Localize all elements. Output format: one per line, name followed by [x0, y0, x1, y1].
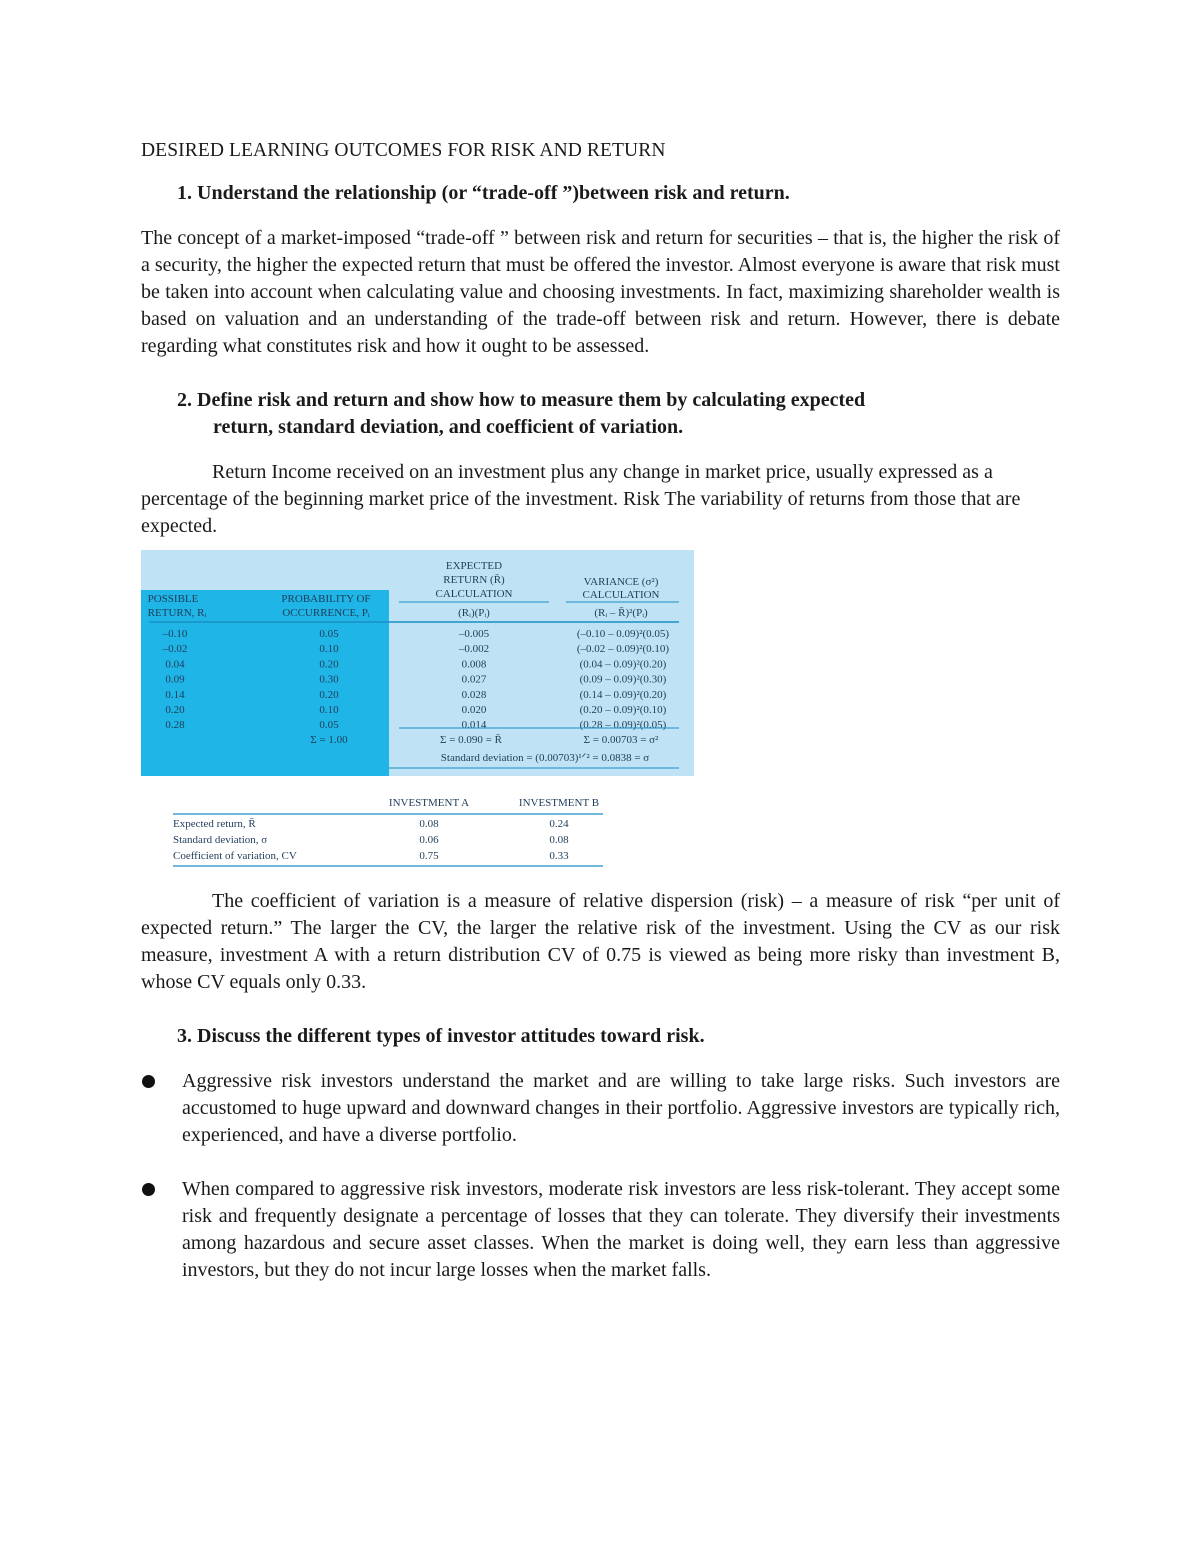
cell-probability: 0.20 — [319, 658, 339, 671]
cell-possible-return: 0.04 — [165, 658, 185, 671]
compare-row-label: Standard deviation, σ — [173, 834, 268, 846]
list-item — [141, 1176, 1060, 1284]
cell-variance-calc: (0.20 – 0.09)²(0.10) — [579, 704, 667, 716]
cell-probability: 0.10 — [319, 643, 339, 656]
hdr-exp-3: CALCULATION — [435, 588, 513, 600]
compare-row-label: Coefficient of variation, CV — [173, 850, 297, 862]
document-page — [141, 140, 1060, 1311]
cell-expected-calc: –0.002 — [458, 643, 490, 656]
section-2-heading-line-2: return, standard deviation, and coefficient of variation. — [213, 416, 684, 438]
cell-possible-return: 0.20 — [165, 704, 185, 716]
compare-value-b: 0.08 — [549, 834, 569, 846]
cell-expected-calc: 0.014 — [461, 719, 487, 732]
section-1-heading: 1. Understand the relationship (or “trade-off ”)between risk and return. — [177, 182, 790, 204]
cell-variance-calc: (–0.02 – 0.09)²(0.10) — [576, 643, 670, 656]
cell-expected-calc: 0.020 — [461, 704, 487, 716]
compare-value-a: 0.08 — [419, 818, 439, 830]
list-item-text: Aggressive risk investors understand the market and are willing to take large risks. Such investors are accustomed to huge upward and downward changes in their portfolio. Aggressive investors are typically rich, experienced, and have a diverse portfolio. — [182, 1070, 1060, 1146]
hdr-ret-1: POSSIBLE — [147, 593, 199, 605]
cell-variance-calc: (–0.10 – 0.09)²(0.05) — [576, 628, 670, 640]
compare-value-b: 0.24 — [549, 818, 569, 830]
risk-return-figure — [141, 550, 694, 886]
section-2-body: Return Income received on an investment plus any change in market price, usually expressed as a percentage of the beginning market price of the investment. Risk The variability of returns from those that are expected. — [141, 461, 1021, 537]
cell-variance-calc: (0.04 – 0.09)²(0.20) — [579, 658, 667, 671]
section-2-body-2: The coefficient of variation is a measure of relative dispersion (risk) – a measure of risk “per unit of expected return.” The larger the CV, the larger the relative risk of the investment. Using the CV as our risk measure, investment A with a return distribution CV of 0.75 is viewed as being more risky than investment B, whose CV equals only 0.33. — [141, 890, 1060, 993]
hdr-ret-2: RETURN, Rᵢ — [147, 607, 207, 619]
cell-variance-calc: (0.28 – 0.09)²(0.05) — [579, 719, 667, 732]
cell-expected-calc: 0.028 — [461, 688, 487, 701]
compare-rows — [173, 818, 569, 862]
bullet-icon — [142, 1075, 155, 1088]
section-2-heading — [177, 387, 1060, 441]
investor-attitudes-list — [141, 1068, 1060, 1284]
cell-probability: 0.20 — [319, 688, 339, 701]
cell-variance-calc: (0.09 – 0.09)²(0.30) — [579, 673, 667, 686]
sum-variance: Σ = 0.00703 = σ² — [583, 734, 659, 746]
cell-probability: 0.05 — [319, 719, 339, 732]
cell-possible-return: 0.14 — [165, 688, 185, 701]
hdr-var-3: (Rᵢ – R̄)²(Pᵢ) — [594, 607, 648, 619]
hdr-prob-1: PROBABILITY OF — [281, 593, 371, 605]
cell-probability: 0.05 — [319, 628, 339, 640]
hdr-prob-2: OCCURRENCE, Pᵢ — [282, 607, 370, 619]
list-item-text: When compared to aggressive risk investors, moderate risk investors are less risk-tolerant. They accept some risk and frequently designate a percentage of losses that they can tolerate. They diversify their investments among hazardous and secure asset classes. When the market is doing well, they earn less than aggressive investors, but they do not incur large losses when the market falls. — [182, 1178, 1060, 1281]
standard-deviation: Standard deviation = (0.00703)¹ᐟ² = 0.0838 = σ — [440, 752, 650, 764]
figure-svg — [141, 550, 694, 886]
section-3-heading: 3. Discuss the different types of investor attitudes toward risk. — [177, 1025, 705, 1047]
list-item — [141, 1068, 1060, 1149]
compare-value-a: 0.06 — [419, 834, 439, 846]
cell-expected-calc: 0.008 — [461, 658, 487, 671]
sum-expected: Σ = 0.090 = R̄ — [440, 734, 502, 746]
compare-value-a: 0.75 — [419, 850, 439, 862]
document-title: DESIRED LEARNING OUTCOMES FOR RISK AND RETURN — [141, 140, 666, 161]
cell-possible-return: 0.09 — [165, 673, 185, 686]
hdr-exp-2: RETURN (R̄) — [443, 574, 505, 586]
compare-header-a: INVESTMENT A — [388, 797, 470, 809]
cell-possible-return: 0.28 — [165, 719, 185, 732]
bullet-icon — [142, 1183, 155, 1196]
sum-probability: Σ = 1.00 — [310, 734, 348, 746]
compare-row-label: Expected return, R̄ — [173, 818, 256, 830]
compare-value-b: 0.33 — [549, 850, 569, 862]
section-2-heading-line-1: 2. Define risk and return and show how to measure them by calculating expected — [177, 389, 866, 411]
table-rows — [162, 628, 670, 731]
section-1-body: The concept of a market-imposed “trade-off ” between risk and return for securities – that is, the higher the risk of a security, the higher the expected return that must be offered the investor. Almost everyone is aware that risk must be taken into account when calculating value and choosing investments. In fact, maximizing shareholder wealth is based on valuation and an understanding of the trade-off between risk and return. However, there is debate regarding what constitutes risk and how it ought to be assessed. — [141, 227, 1060, 357]
cell-probability: 0.10 — [319, 704, 339, 716]
hdr-exp-4: (Rᵢ)(Pᵢ) — [458, 607, 490, 619]
cell-expected-calc: –0.005 — [458, 628, 490, 640]
cell-possible-return: –0.10 — [162, 628, 188, 640]
cell-probability: 0.30 — [319, 673, 339, 686]
hdr-var-1: VARIANCE (σ²) — [583, 576, 659, 588]
hdr-var-2: CALCULATION — [582, 589, 660, 601]
compare-header-b: INVESTMENT B — [518, 797, 600, 809]
cell-possible-return: –0.02 — [162, 643, 188, 656]
cell-expected-calc: 0.027 — [461, 673, 487, 686]
cell-variance-calc: (0.14 – 0.09)²(0.20) — [579, 688, 667, 701]
hdr-exp-1: EXPECTED — [445, 560, 503, 572]
